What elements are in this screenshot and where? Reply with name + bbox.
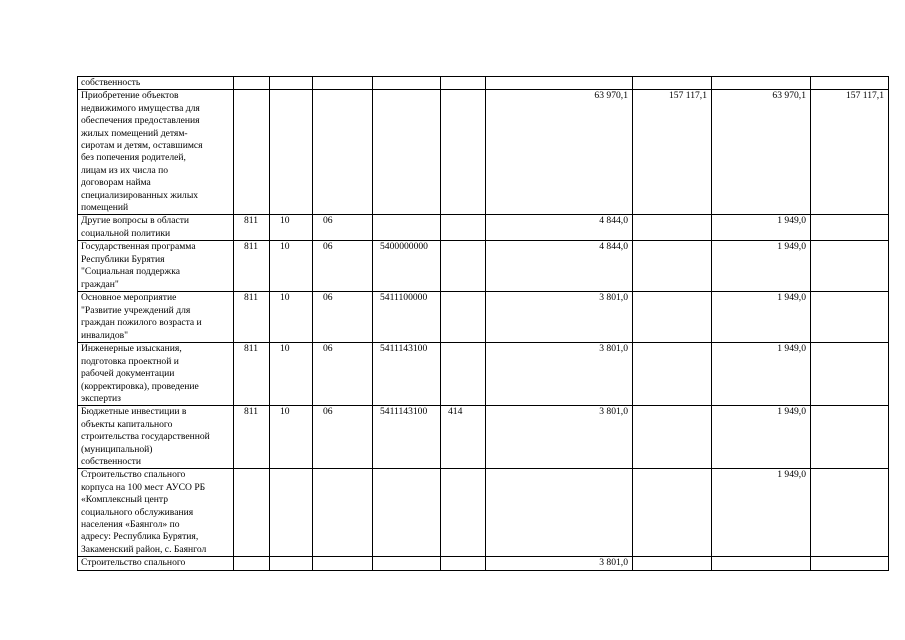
amount-1-cell: 4 844,0 — [486, 241, 633, 292]
name-cell: Приобретение объектов недвижимого имущества для обеспечения предоставления жилых помещений детям- сиротам и детям, оставшимся без попечения родителей, лицам из их числа по договорам найма специализированных жилых помещений — [78, 90, 234, 215]
amount-2-cell — [633, 292, 712, 343]
ministry-code-cell: 811 — [234, 343, 270, 406]
table-row — [78, 77, 889, 90]
amount-4-cell — [811, 77, 889, 90]
table-row — [78, 241, 889, 292]
ministry-code-cell: 811 — [234, 292, 270, 343]
section-cell — [270, 469, 313, 557]
amount-3-cell — [712, 77, 811, 90]
amount-1-cell — [486, 77, 633, 90]
subsection-cell: 06 — [313, 343, 373, 406]
expense-type-cell: 414 — [441, 406, 486, 469]
ministry-code-cell — [234, 469, 270, 557]
name-cell: Строительство спального корпуса на 100 мест АУСО РБ «Комплексный центр социального обслуживания населения «Баянгол» по адресу: Республика Бурятия, Закаменский район, с. Баянгол — [78, 469, 234, 557]
amount-4-cell — [811, 406, 889, 469]
expense-type-cell — [441, 241, 486, 292]
amount-4-cell — [811, 343, 889, 406]
section-cell: 10 — [270, 406, 313, 469]
table-row — [78, 215, 889, 241]
amount-2-cell — [633, 406, 712, 469]
amount-1-cell: 3 801,0 — [486, 406, 633, 469]
section-cell: 10 — [270, 215, 313, 241]
amount-3-cell: 63 970,1 — [712, 90, 811, 215]
amount-4-cell — [811, 292, 889, 343]
target-item-cell — [373, 77, 441, 90]
amount-1-cell: 3 801,0 — [486, 292, 633, 343]
amount-1-cell: 3 801,0 — [486, 557, 633, 570]
table-row — [78, 557, 889, 570]
amount-2-cell — [633, 241, 712, 292]
amount-2-cell — [633, 215, 712, 241]
table-row — [78, 292, 889, 343]
subsection-cell: 06 — [313, 241, 373, 292]
section-cell — [270, 77, 313, 90]
amount-4-cell: 157 117,1 — [811, 90, 889, 215]
amount-2-cell — [633, 343, 712, 406]
section-cell — [270, 557, 313, 570]
table-row — [78, 343, 889, 406]
name-cell: Основное мероприятие "Развитие учреждений для граждан пожилого возраста и инвалидов" — [78, 292, 234, 343]
amount-3-cell: 1 949,0 — [712, 469, 811, 557]
ministry-code-cell: 811 — [234, 241, 270, 292]
expense-type-cell — [441, 557, 486, 570]
amount-3-cell: 1 949,0 — [712, 343, 811, 406]
expense-type-cell — [441, 469, 486, 557]
amount-1-cell — [486, 469, 633, 557]
table-row — [78, 406, 889, 469]
amount-3-cell: 1 949,0 — [712, 406, 811, 469]
amount-1-cell: 63 970,1 — [486, 90, 633, 215]
subsection-cell — [313, 557, 373, 570]
amount-4-cell — [811, 215, 889, 241]
target-item-cell — [373, 469, 441, 557]
target-item-cell: 5411143100 — [373, 406, 441, 469]
subsection-cell — [313, 469, 373, 557]
amount-1-cell: 4 844,0 — [486, 215, 633, 241]
amount-3-cell: 1 949,0 — [712, 241, 811, 292]
name-cell: Строительство спального — [78, 557, 234, 570]
subsection-cell: 06 — [313, 406, 373, 469]
amount-2-cell — [633, 557, 712, 570]
expense-type-cell — [441, 215, 486, 241]
section-cell: 10 — [270, 343, 313, 406]
target-item-cell — [373, 90, 441, 215]
ministry-code-cell — [234, 557, 270, 570]
amount-3-cell: 1 949,0 — [712, 292, 811, 343]
name-cell: Бюджетные инвестиции в объекты капитального строительства государственной (муниципальной) собственности — [78, 406, 234, 469]
amount-4-cell — [811, 241, 889, 292]
amount-1-cell: 3 801,0 — [486, 343, 633, 406]
section-cell: 10 — [270, 241, 313, 292]
amount-4-cell — [811, 557, 889, 570]
target-item-cell — [373, 215, 441, 241]
name-cell: собственность — [78, 77, 234, 90]
table-row — [78, 90, 889, 215]
target-item-cell — [373, 557, 441, 570]
expense-type-cell — [441, 77, 486, 90]
expense-type-cell — [441, 90, 486, 215]
section-cell — [270, 90, 313, 215]
subsection-cell — [313, 90, 373, 215]
target-item-cell: 5400000000 — [373, 241, 441, 292]
subsection-cell: 06 — [313, 215, 373, 241]
expense-type-cell — [441, 292, 486, 343]
target-item-cell: 5411143100 — [373, 343, 441, 406]
name-cell: Другие вопросы в области социальной политики — [78, 215, 234, 241]
amount-2-cell — [633, 469, 712, 557]
section-cell: 10 — [270, 292, 313, 343]
table-body — [78, 77, 889, 571]
amount-4-cell — [811, 469, 889, 557]
ministry-code-cell: 811 — [234, 215, 270, 241]
amount-2-cell: 157 117,1 — [633, 90, 712, 215]
subsection-cell — [313, 77, 373, 90]
amount-3-cell: 1 949,0 — [712, 215, 811, 241]
target-item-cell: 5411100000 — [373, 292, 441, 343]
ministry-code-cell: 811 — [234, 406, 270, 469]
name-cell: Инженерные изыскания, подготовка проектной и рабочей документации (корректировка), проведение экспертиз — [78, 343, 234, 406]
table-row — [78, 469, 889, 557]
amount-2-cell — [633, 77, 712, 90]
budget-table — [77, 76, 889, 571]
amount-3-cell — [712, 557, 811, 570]
ministry-code-cell — [234, 77, 270, 90]
name-cell: Государственная программа Республики Бурятия "Социальная поддержка граждан" — [78, 241, 234, 292]
subsection-cell: 06 — [313, 292, 373, 343]
ministry-code-cell — [234, 90, 270, 215]
expense-type-cell — [441, 343, 486, 406]
